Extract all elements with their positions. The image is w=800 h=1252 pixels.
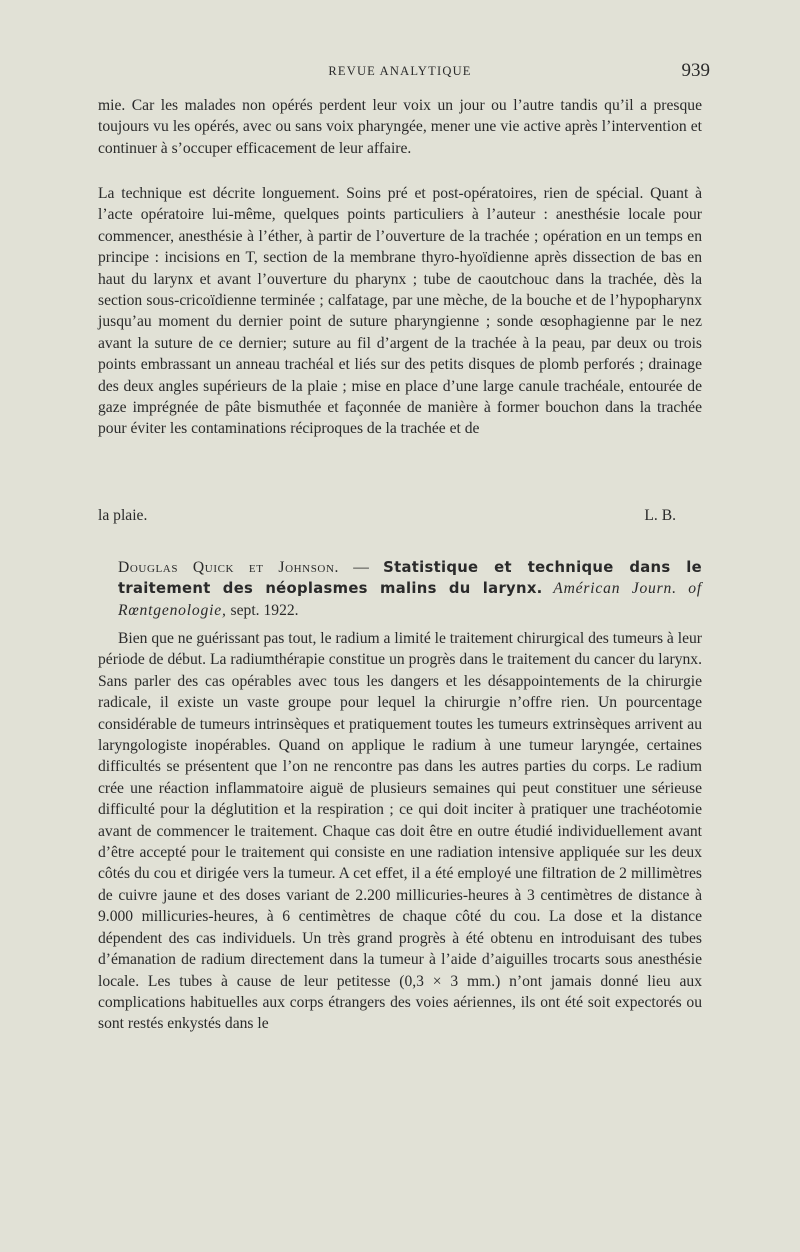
paragraph-text — [98, 183, 702, 440]
paragraph-body: La technique est décrite longuement. Soins pré et post-opératoires, rien de spécial. Quant à l’acte opératoire lui-même, quelques points particuliers à l’auteur : anesthésie locale pour commencer, anesthésie à l’éther, à partir de l’ouverture de la trachée ; opération en un temps en principe : incisions en T, section de la membrane thyro-hyoïdienne après dissection de bas en haut du larynx et avant l’ouverture du pharynx ; tube de caoutchouc dans la trachée, dès la section sous-cricoïdienne terminée ; calfatage, par une mèche, de la bouche et de l’hypopharynx jusqu’au moment du dernier point de suture pharyngienne ; sonde œsophagienne par le nez avant la suture de ce dernier; suture au fil d’argent de la trachée à la peau, par deux ou trois points embrassant un anneau trachéal et liés sur des petits disques de plomb perforés ; drainage des deux angles supérieurs de la plaie ; mise en place d’une large canule trachéale, entourée de gaze imprégnée de pâte bismuthée et façonnée de manière à former bouchon dans la trachée pour éviter les contaminations réciproques de la trachée et de — [98, 185, 702, 438]
review-citation — [98, 557, 702, 621]
review-journal: Américan Journ. of Rœntgenologie, — [118, 580, 702, 619]
paragraph-last-line: la plaie. — [98, 507, 148, 524]
review-date: sept. 1922. — [226, 601, 299, 619]
page-number: 939 — [681, 60, 710, 81]
author-signature: L. B. — [644, 507, 676, 524]
running-title: REVUE ANALYTIQUE — [328, 64, 472, 78]
review-title: Statistique et technique dans le traitement des néoplasmes malins du larynx. — [118, 559, 703, 598]
paragraph-radium — [98, 628, 702, 1035]
paragraph-technique — [98, 183, 702, 440]
signature-line — [98, 505, 702, 527]
review-dash: — — [339, 559, 384, 576]
running-header — [98, 60, 710, 82]
review-authors: Douglas Quick et Johnson. — [118, 559, 340, 576]
paragraph-text: mie. Car les malades non opérés perdent leur voix un jour ou l’autre tandis qu’il a presque toujours vu les opérés, avec ou sans voix pharyngée, mener une vie active après l’intervention et continuer à s’occuper efficacement de leur affaire. — [98, 97, 702, 157]
paragraph-continuation — [98, 95, 702, 159]
paragraph-text: Bien que ne guérissant pas tout, le radium a limité le traitement chirurgical des tumeurs à leur période de début. La radiumthérapie constitue un progrès dans le traitement du cancer du larynx. Sans parler des cas opérables avec tous les dangers et les désappointements de la chirurgie radicale, il existe un vaste groupe pour lequel la chirurgie n’offre rien. Un pourcentage considérable de tumeurs intrinsèques et pratiquement toutes les tumeurs extrinsèques arrivent au laryngologiste inopérables. Quand on applique le radium à une tumeur laryngée, certaines difficultés se présentent que l’on ne rencontre pas dans les autres parties du corps. Le radium crée une réaction inflammatoire aiguë de plusieurs semaines qui peut constituer une sérieuse difficulté pour la déglutition et la respiration ; ce qui doit inciter à pratiquer une trachéotomie avant de commencer le traitement. Chaque cas doit être en outre étudié individuellement avant d’être accepté pour le traitement qui consiste en une radiation intensive appliquée sur les deux côtés du cou et dirigée vers la tumeur. A cet effet, il a été employé une filtration de 2 millimètres de cuivre jaune et des doses variant de 2.200 millicuries-heures à 3 centimètres de distance à 9.000 millicuries-heures, à 6 centimètres de chaque côté du cou. La dose et la distance dépendent des cas individuels. Un très grand progrès à été obtenu en introduisant des tubes d’émanation de radium directement dans la tumeur à l’aide d’aiguilles trocarts sous anesthésie locale. Les tubes à cause de leur petitesse (0,3 × 3 mm.) n’ont jamais donné lieu aux complications habituelles aux corps étrangers des voies aériennes, ils ont été soit expectorés ou sont restés enkystés dans le — [98, 630, 702, 1033]
review-entry-heading — [98, 557, 702, 621]
